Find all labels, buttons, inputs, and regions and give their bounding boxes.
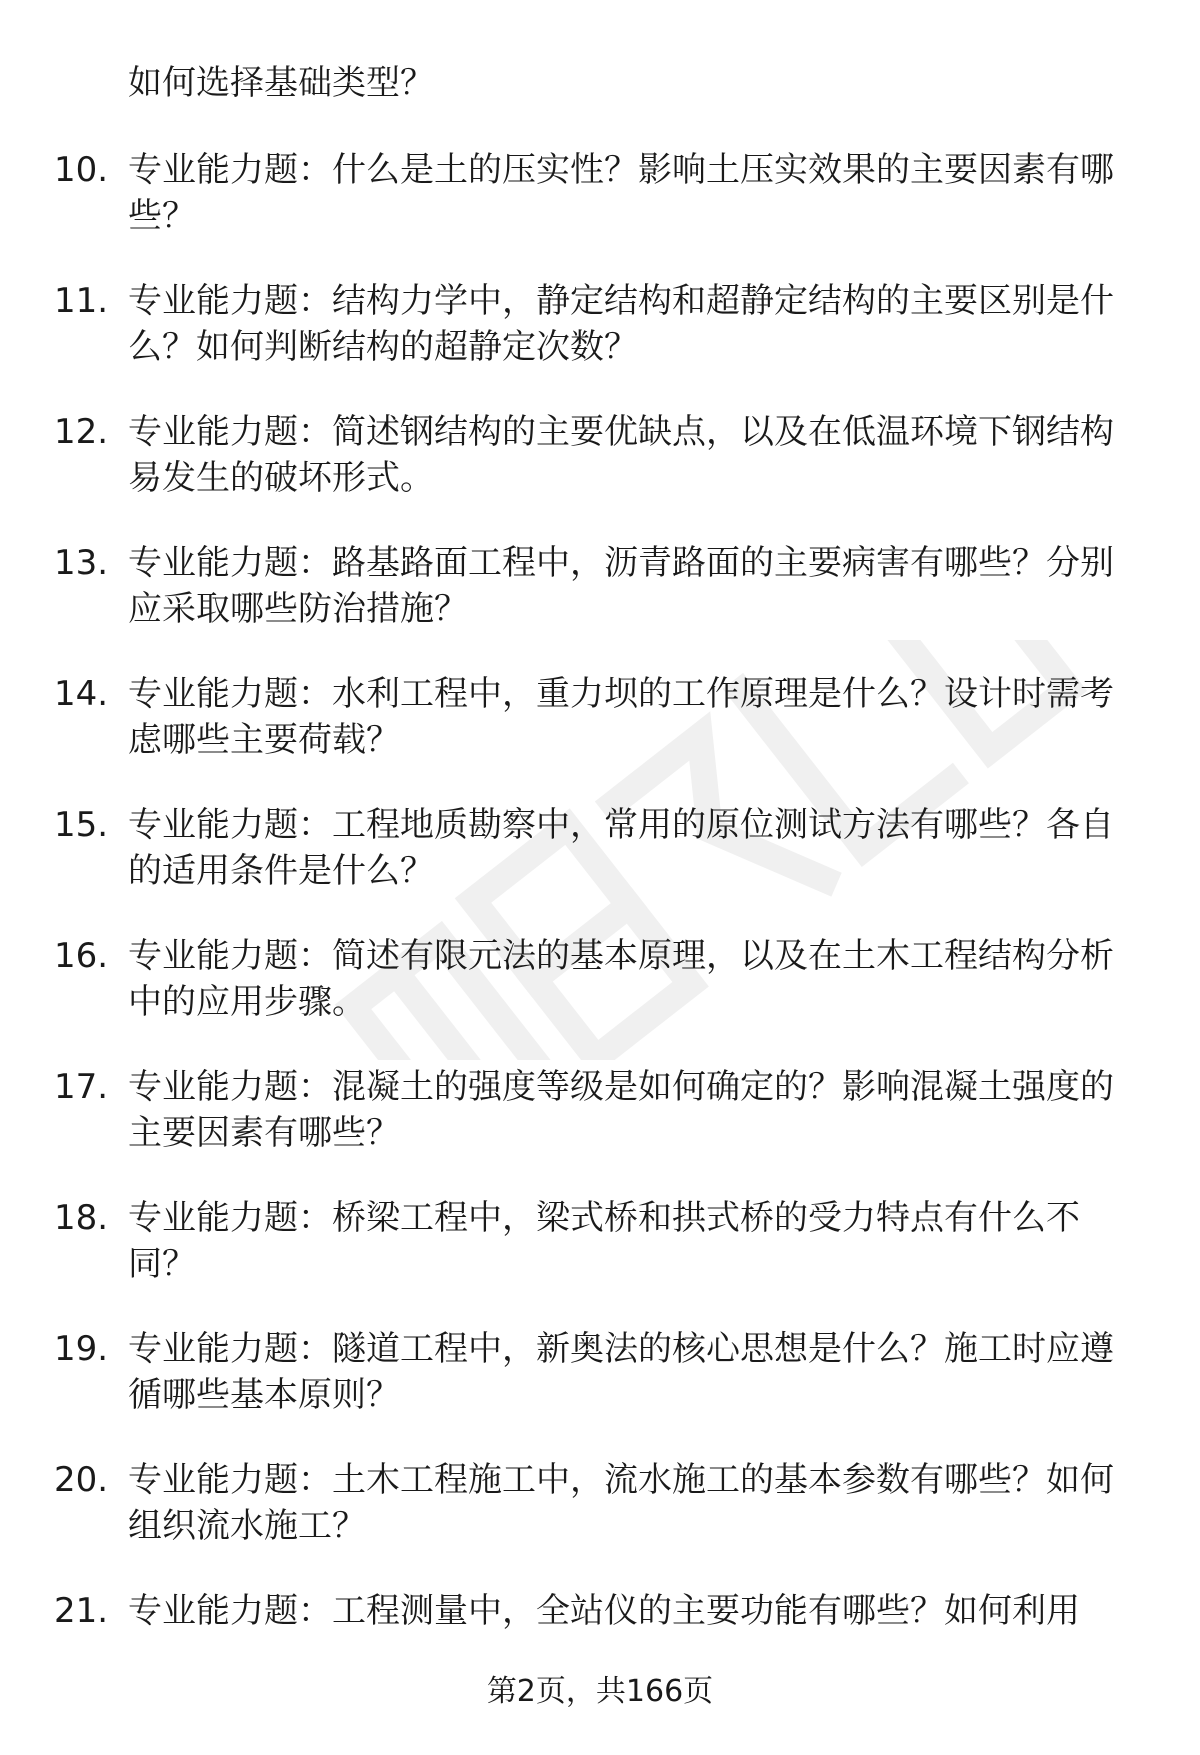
question-number: 13.	[54, 543, 109, 583]
question-item	[0, 1457, 1200, 1588]
question-number: 17.	[54, 1067, 109, 1107]
question-text: 专业能力题：简述有限元法的基本原理，以及在土木工程结构分析中的应用步骤。	[128, 936, 1114, 1022]
question-text: 专业能力题：工程地质勘察中，常用的原位测试方法有哪些？各自的适用条件是什么？	[128, 805, 1114, 891]
question-item	[0, 409, 1200, 540]
question-text: 专业能力题：路基路面工程中，沥青路面的主要病害有哪些？分别应采取哪些防治措施？	[128, 543, 1114, 629]
question-list	[0, 147, 1200, 1719]
question-text: 专业能力题：桥梁工程中，梁式桥和拱式桥的受力特点有什么不同？	[128, 1198, 1080, 1284]
question-text: 专业能力题：水利工程中，重力坝的工作原理是什么？设计时需考虑哪些主要荷载？	[128, 674, 1114, 760]
question-item	[0, 278, 1200, 409]
question-number: 12.	[54, 412, 109, 452]
question-text: 专业能力题：土木工程施工中，流水施工的基本参数有哪些？如何组织流水施工？	[128, 1460, 1114, 1546]
page-footer: 第2页，共166页	[486, 1674, 714, 1709]
question-item	[0, 540, 1200, 671]
question-item	[0, 671, 1200, 802]
question-text: 专业能力题：结构力学中，静定结构和超静定结构的主要区别是什么？如何判断结构的超静定次数？	[128, 281, 1114, 367]
question-item	[0, 147, 1200, 278]
question-item	[0, 1326, 1200, 1457]
question-item	[0, 1064, 1200, 1195]
question-number: 14.	[54, 674, 109, 714]
question-item	[0, 1195, 1200, 1326]
question-item	[0, 933, 1200, 1064]
question-number: 11.	[54, 281, 109, 321]
question-number: 10.	[54, 150, 109, 190]
question-text: 专业能力题：什么是土的压实性？影响土压实效果的主要因素有哪些？	[128, 150, 1114, 236]
question-item	[0, 802, 1200, 933]
question-number: 21.	[54, 1591, 109, 1631]
continuation-text: 如何选择基础类型？	[128, 63, 434, 103]
question-number: 18.	[54, 1198, 109, 1238]
question-number: 20.	[54, 1460, 109, 1500]
question-number: 19.	[54, 1329, 109, 1369]
question-text: 专业能力题：简述钢结构的主要优缺点，以及在低温环境下钢结构易发生的破坏形式。	[128, 412, 1114, 498]
question-text: 专业能力题：工程测量中，全站仪的主要功能有哪些？如何利用	[128, 1591, 1080, 1631]
question-text: 专业能力题：隧道工程中，新奥法的核心思想是什么？施工时应遵循哪些基本原则？	[128, 1329, 1114, 1415]
question-text: 专业能力题：混凝土的强度等级是如何确定的？影响混凝土强度的主要因素有哪些？	[128, 1067, 1114, 1153]
question-number: 16.	[54, 936, 109, 976]
question-number: 15.	[54, 805, 109, 845]
